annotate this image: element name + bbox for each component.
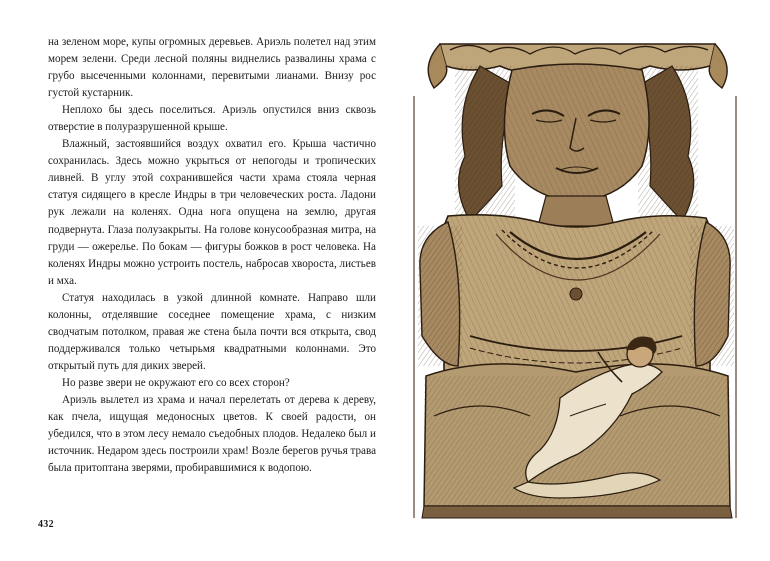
paragraph-1: на зеленом море, купы огромных деревьев. Ариэль полетел над этим морем зелени. Среди лесной поляны виднелись развалины храма с грубо высеченными колоннами, перевитыми лианами. Внизу рос густой кустарник. — [48, 36, 376, 100]
paragraph-3: Влажный, застоявшийся воздух охватил его. Крыша частично сохранилась. Здесь можно укрыться от непогоды и тропических ливней. В углу этой сохранившейся части храма стояла черная статуя сидящего в кресле Индры в три человеческих роста. Ладони рук лежали на коленях. Одна нога опущена на землю, другая подвернута. Глаза полузакрыты. На голове конусообразная митра, на груди — ожерелье. По бокам — фигуры божков в рост человека. На коленях Индры можно устроить постель, набросав хвороста, листьев и мха. — [48, 138, 376, 287]
paragraph-6: Ариэль вылетел из храма и начал перелетать от дерева к дереву, как пчела, ищущая медоносных цветов. К своей радости, он убедился, что в этом лесу немало съедобных плодов. Недалеко был и источник. Недаром здесь построили храм! Возле берегов ручья трава была притоптана зверями, пробиравшимися к водопою. — [48, 393, 376, 475]
statue-illustration — [410, 36, 740, 521]
paragraph-2: Неплохо бы здесь поселиться. Ариэль опустился вниз сквозь отверстие в полуразрушенной крыше. — [48, 104, 376, 134]
paragraph-5: Но разве звери не окружают его со всех сторон? — [62, 376, 290, 389]
text-column — [48, 34, 376, 477]
paragraph-4: Статуя находилась в узкой длинной комнате. Направо шли колонны, отделявшие соседнее помещение храма, с низким сводчатым потолком, правая же стена была почти вся открыта, свод поддерживался только четырьмя квадратными колоннами. Это открытый путь для диких зверей. — [48, 291, 376, 372]
page-number: 432 — [38, 519, 54, 530]
